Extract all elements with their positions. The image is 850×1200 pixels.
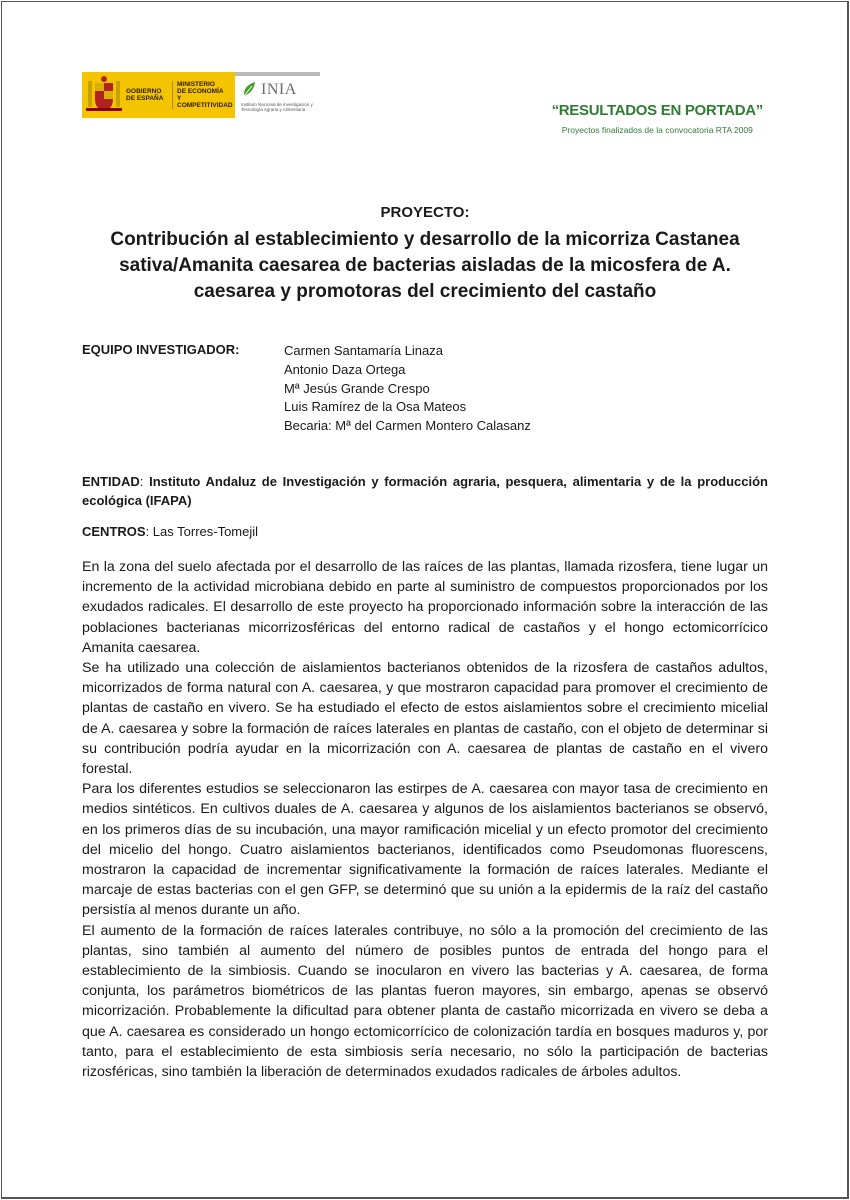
entity-value: Instituto Andaluz de Investigación y formación agraria, pesquera, alimentaria y de la producción ecológica (IFAPA): [82, 474, 768, 508]
team-member: Becaria: Mª del Carmen Montero Calasanz: [284, 418, 531, 434]
leaf-icon: [241, 80, 259, 98]
centers: CENTROS: Las Torres-Tomejil: [82, 524, 259, 539]
coat-of-arms-icon: [86, 75, 122, 115]
header-logos: [82, 72, 320, 118]
team-member: Carmen Santamaría Linaza: [284, 343, 443, 358]
centers-value: Las Torres-Tomejil: [152, 524, 259, 539]
ministry-text: MINISTERIO DE ECONOMÍA Y COMPETITIVIDAD: [172, 81, 234, 109]
tagline-subtitle: Proyectos finalizados de la convocatoria RTA 2009: [561, 125, 753, 135]
inia-logo: [235, 72, 320, 118]
tagline: [552, 102, 763, 135]
project-summary: [82, 557, 768, 1082]
project-title: Contribución al establecimiento y desarrollo de la micorriza Castanea sativa/Amanita caesarea de bacterias aisladas de la micosfera de A. caesarea y promotoras del crecimiento del castaño: [110, 229, 740, 302]
summary-paragraph: En la zona del suelo afectada por el desarrollo de las raíces de las plantas, llamada rizosfera, tiene lugar un incremento de la actividad microbiana debido en parte al suministro de compuestos proporcionados por los exudados radicales. El desarrollo de este proyecto ha proporcionado información sobre la interacción de las poblaciones bacterianas micorrizosféricas del entorno radical de castaños y el hongo ectomicorrícico Amanita caesarea.: [82, 559, 768, 656]
team-member: Luis Ramírez de la Osa Mateos: [284, 399, 467, 415]
gobierno-text: GOBIERNO DE ESPAÑA: [126, 88, 164, 102]
gobierno-logo: [82, 72, 235, 118]
summary-paragraph: Para los diferentes estudios se seleccionaron las estirpes de A. caesarea con mayor tasa de crecimiento en medios sintéticos. En cultivos duales de A. caesarea y algunos de los aislamientos bacterianos se observó, en los primeros días de su incubación, una mayor ramificación micelial y un efecto promotor del crecimiento del micelio del hongo. Cuatro aislamientos bacterianos, identificados como Pseudomonas fluorescens, mostraron la capacidad de incrementar significativamente la formación de raíces laterales. Mediante el marcaje de estas bacterias con el gen GFP, se determinó que su unión a la epidermis de la raíz del castaño persistía al menos durante un año.: [82, 781, 768, 919]
summary-paragraph: El aumento de la formación de raíces laterales contribuye, no sólo a la promoción del crecimiento de las plantas, sino también al aumento del número de posibles puntos de entrada del hongo para el establecimiento de la simbiosis. Cuando se inocularon en vivero las bacterias y A. caesarea, de forma conjunta, los parámetros biométricos de las plantas fueron mayores, sin embargo, apenas se observó micorrización. Probablemente la dificultad para obtener planta de castaño micorrizada en vivero se deba a que A. caesarea es considerado un hongo ectomicorrícico de colonización tardía en bosques maduros y, por tanto, para el establecimiento de esta simbiosis sería necesario, no sólo la participación de bacterias rizosféricas, sino también la liberación de determinados exudados radicales de árboles adultos.: [82, 922, 768, 1081]
entity: ENTIDAD: Instituto Andaluz de Investigación y formación agraria, pesquera, alimentaria y de la producción ecológica (IFAPA): [82, 474, 768, 508]
centers-label: CENTROS: [82, 524, 146, 539]
team-member: Mª Jesús Grande Crespo: [284, 380, 430, 396]
inia-wordmark: INIA: [261, 81, 297, 98]
summary-paragraph: Se ha utilizado una colección de aislamientos bacterianos obtenidos de la rizosfera de castaños adultos, micorrizados de forma natural con A. caesarea, y que mostraron capacidad para promover el crecimiento de plantas de castaño en vivero. Se ha estudiado el efecto de estos aislamientos sobre el crecimiento micelial de A. caesarea y sobre la formación de raíces laterales en plantas de castaño, con el objeto de determinar si su contribución podría ayudar en la micorrización con A. caesarea de plantas de castaño en el vivero forestal.: [82, 660, 768, 778]
tagline-title: “RESULTADOS EN PORTADA”: [551, 102, 763, 119]
entity-label: ENTIDAD: [82, 474, 140, 489]
project-label: PROYECTO:: [380, 204, 470, 221]
inia-subtitle: Instituto Nacional de Investigación y Tecnología Agraria y Alimentaria: [241, 102, 313, 112]
team-member: Antonio Daza Ortega: [284, 361, 406, 377]
team-label: EQUIPO INVESTIGADOR:: [82, 342, 240, 357]
team-list: [284, 342, 604, 436]
